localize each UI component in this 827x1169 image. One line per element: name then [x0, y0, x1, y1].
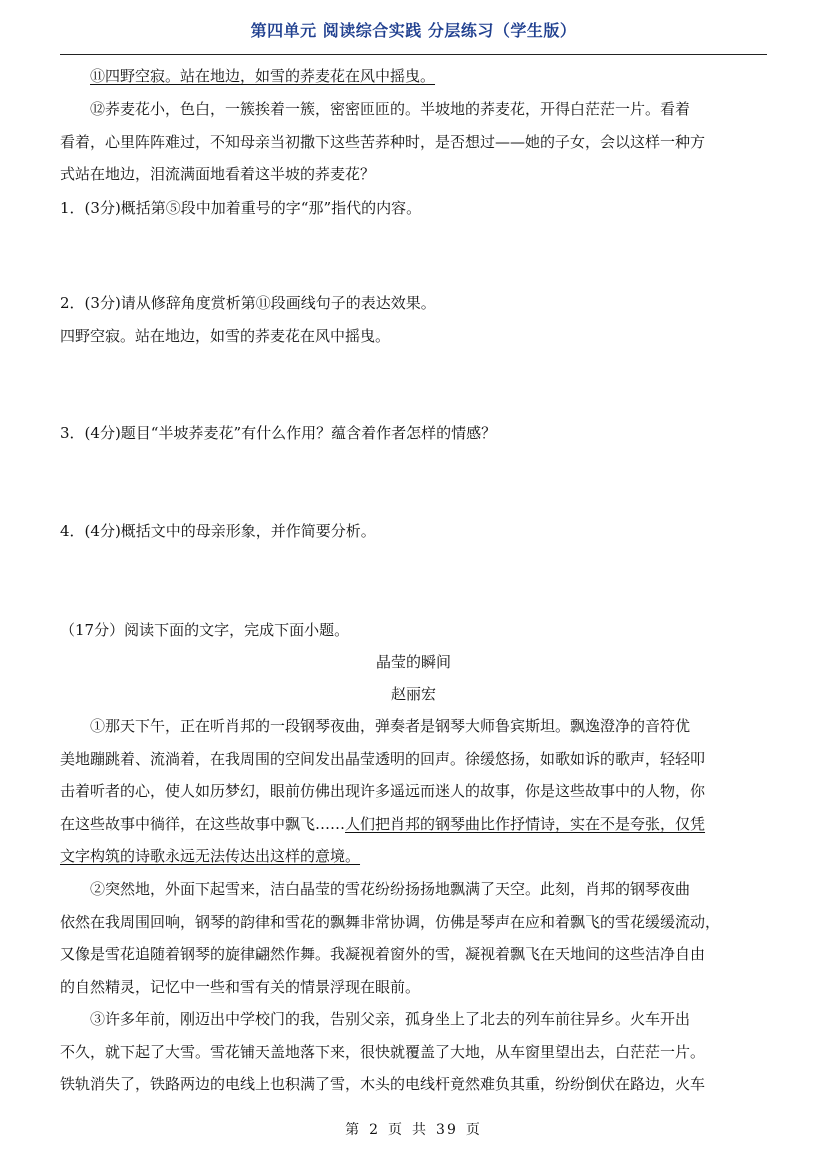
article-p1-line-1: ①那天下午，正在听肖邦的一段钢琴夜曲，弹奏者是钢琴大师鲁宾斯坦。飘逸澄净的音符优: [90, 717, 691, 735]
question-1: 1．(3分)概括第⑤段中加着重号的字“那”指代的内容。: [60, 199, 422, 217]
question-4: 4．(4分)概括文中的母亲形象，并作简要分析。: [60, 522, 376, 540]
question-3: 3．(4分)题目“半坡荞麦花”有什么作用？蕴含着作者怎样的情感？: [60, 424, 497, 442]
article-p1-line-5: [60, 846, 770, 866]
footer-label: 共: [412, 1122, 429, 1138]
page-number: 2: [369, 1122, 381, 1138]
paragraph-12-line-1: ⑫荞麦花小，色白，一簇挨着一簇，密密匝匝的。半坡地的荞麦花，开得白茫茫一片。看着: [90, 100, 691, 118]
header-divider: [60, 54, 767, 55]
question-2: 2．(3分)请从修辞角度赏析第⑪段画线句子的表达效果。: [60, 294, 436, 312]
page-header-title: 第四单元 阅读综合实践 分层练习（学生版）: [250, 21, 577, 40]
underlined-sentence-end: 文字构筑的诗歌永远无法传达出这样的意境。: [60, 847, 361, 865]
paragraph-12-line-2: 看着，心里阵阵难过，不知母亲当初撒下这些苦荞种时，是否想过——她的子女，会以这样一种方: [60, 133, 706, 151]
article-p1-line-4-plain: 在这些故事中徜徉，在这些故事中飘飞……: [60, 815, 346, 833]
footer-label: 页: [388, 1122, 405, 1138]
article-author: 赵丽宏: [390, 685, 436, 703]
underlined-sentence: ⑪四野空寂。站在地边，如雪的荞麦花在风中摇曳。: [90, 67, 436, 85]
underlined-sentence: 人们把肖邦的钢琴曲比作抒情诗，实在不是夸张，仅凭: [345, 815, 706, 833]
article-p2-line-3: 又像是雪花追随着钢琴的旋律翩然作舞。我凝视着窗外的雪，凝视着飘飞在天地间的这些洁净自由: [60, 945, 706, 963]
article-p1-line-3: 击着听者的心，使人如历梦幻，眼前仿佛出现许多遥远而迷人的故事，你是这些故事中的人物，你: [60, 782, 706, 800]
article-p3-line-2: 不久，就下起了大雪。雪花铺天盖地落下来，很快就覆盖了大地，从车窗里望出去，白茫茫一片。: [60, 1043, 706, 1061]
question-2-quote: 四野空寂。站在地边，如雪的荞麦花在风中摇曳。: [60, 327, 391, 345]
article-p2-line-2: 依然在我周围回响，钢琴的韵律和雪花的飘舞非常协调，仿佛是琴声在应和着飘飞的雪花缓缓流动，: [60, 913, 721, 931]
page-footer: [60, 1119, 767, 1139]
article-title: 晶莹的瞬间: [375, 653, 451, 671]
article-p3-line-1: ③许多年前，刚迈出中学校门的我，告别父亲，孤身坐上了北去的列车前往异乡。火车开出: [90, 1010, 691, 1028]
paragraph-12-line-3: 式站在地边，泪流满面地看着这半坡的荞麦花？: [60, 165, 376, 183]
footer-label: 页: [465, 1122, 482, 1138]
article-p2-line-1: ②突然地，外面下起雪来，洁白晶莹的雪花纷纷扬扬地飘满了天空。此刻，肖邦的钢琴夜曲: [90, 880, 691, 898]
paragraph-11: [90, 66, 770, 86]
article-p3-line-3: 铁轨消失了，铁路两边的电线上也积满了雪，木头的电线杆竟然难负其重，纷纷倒伏在路边，火车: [60, 1075, 706, 1093]
article-p1-line-2: 美地蹦跳着、流淌着，在我周围的空间发出晶莹透明的回声。徐缓悠扬，如歌如诉的歌声，轻轻叩: [60, 750, 706, 768]
article-p2-line-4: 的自然精灵，记忆中一些和雪有关的情景浮现在眼前。: [60, 978, 421, 996]
footer-label: 第: [345, 1122, 362, 1138]
article-p1-line-4: [60, 814, 770, 834]
section-instruction: （17分）阅读下面的文字，完成下面小题。: [60, 621, 350, 639]
page-total: 39: [436, 1122, 458, 1138]
